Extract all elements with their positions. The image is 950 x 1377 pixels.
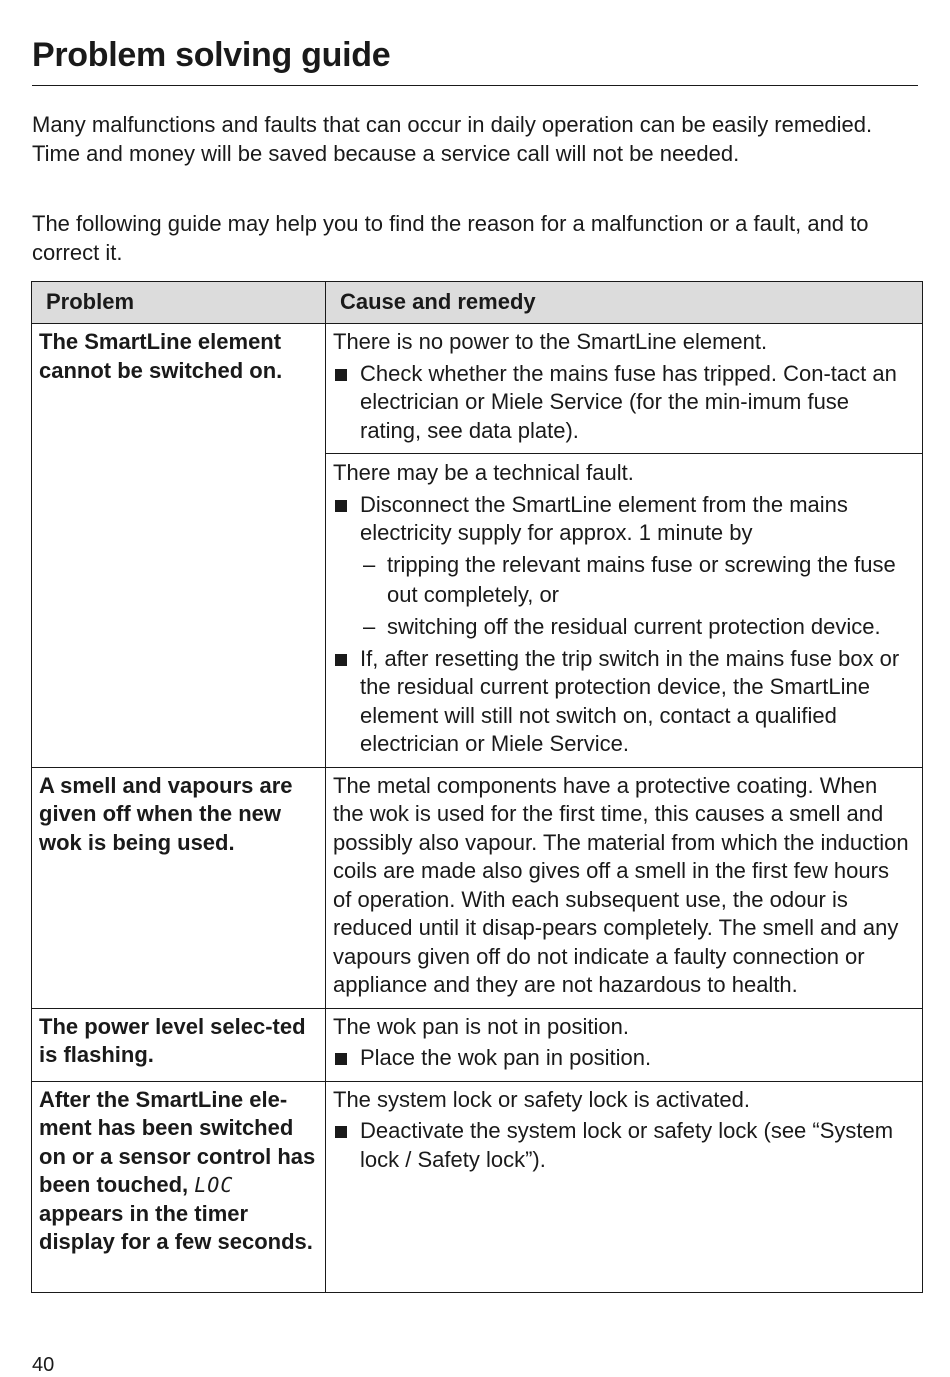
remedy-bullet: If, after resetting the trip switch in the mains fuse box or the residual current protection device, the SmartLine element will still not switch on, contact a qualified electrician or Miele Service. (333, 645, 912, 759)
cause-text: The system lock or safety lock is activated. (333, 1086, 750, 1112)
remedy-cell (326, 1008, 923, 1081)
remedy-cell (326, 767, 923, 1008)
remedy-cell (326, 324, 923, 454)
problem-cell (32, 1081, 326, 1292)
table-row (32, 324, 923, 454)
cause-text: There is no power to the SmartLine element. (333, 329, 768, 354)
remedy-cell (326, 454, 923, 768)
remedy-cell (326, 1081, 923, 1292)
title-divider (32, 85, 918, 86)
cause-text: There may be a technical fault. (333, 460, 634, 485)
header-cause-and-remedy: Cause and remedy (326, 282, 923, 324)
remedy-bullet: Place the wok pan in position. (333, 1044, 912, 1073)
intro-paragraph-1: Many malfunctions and faults that can occur in daily operation can be easily remedied. Time and money will be saved because a service call will not be needed. (32, 112, 873, 166)
table-row (32, 1008, 923, 1081)
remedy-dash-item: – switching off the residual current protection device. (360, 612, 912, 642)
problem-text: After the SmartLine ele-ment has been switched on or a sensor control has been touched, (39, 1086, 316, 1197)
remedy-bullet: Disconnect the SmartLine element from the mains electricity supply for approx. 1 minute by (333, 491, 912, 548)
header-problem: Problem (32, 282, 326, 324)
problem-cell: The power level selec-ted is flashing. (32, 1008, 326, 1081)
cause-text: The metal components have a protective coating. When the wok is used for the first time, this causes a smell and possibly also vapour. The material from which the induction coils are made also gives off a smell in the first few hours of operation. With each subsequent use, the odour is reduced until it disap-pears completely. The smell and any vapours given off do not indicate a faulty connection or appliance and they are not hazardous to health. (333, 772, 909, 997)
problem-text: appears in the timer display for a few seconds. (39, 1200, 313, 1254)
table-row (32, 767, 923, 1008)
table-header-row (32, 282, 923, 324)
page-title: Problem solving guide (32, 36, 391, 74)
page-number: 40 (32, 1354, 55, 1376)
remedy-bullet: Check whether the mains fuse has tripped. Con-tact an electrician or Miele Service (for the min-imum fuse rating, see data plate). (333, 360, 912, 446)
problem-cell: A smell and vapours are given off when the new wok is being used. (32, 767, 326, 1008)
cause-text: The wok pan is not in position. (333, 1013, 629, 1039)
intro-paragraph-2: The following guide may help you to find the reason for a malfunction or a fault, and to correct it. (32, 211, 869, 265)
table-row (32, 1081, 923, 1292)
problem-solving-table (31, 281, 923, 1293)
problem-cell: The SmartLine element cannot be switched on. (32, 324, 326, 768)
lcd-display-text: LOC (194, 1173, 234, 1197)
remedy-dash-item: – tripping the relevant mains fuse or screwing the fuse out completely, or (360, 550, 912, 610)
remedy-bullet: Deactivate the system lock or safety lock (see “System lock / Safety lock”). (333, 1117, 912, 1174)
